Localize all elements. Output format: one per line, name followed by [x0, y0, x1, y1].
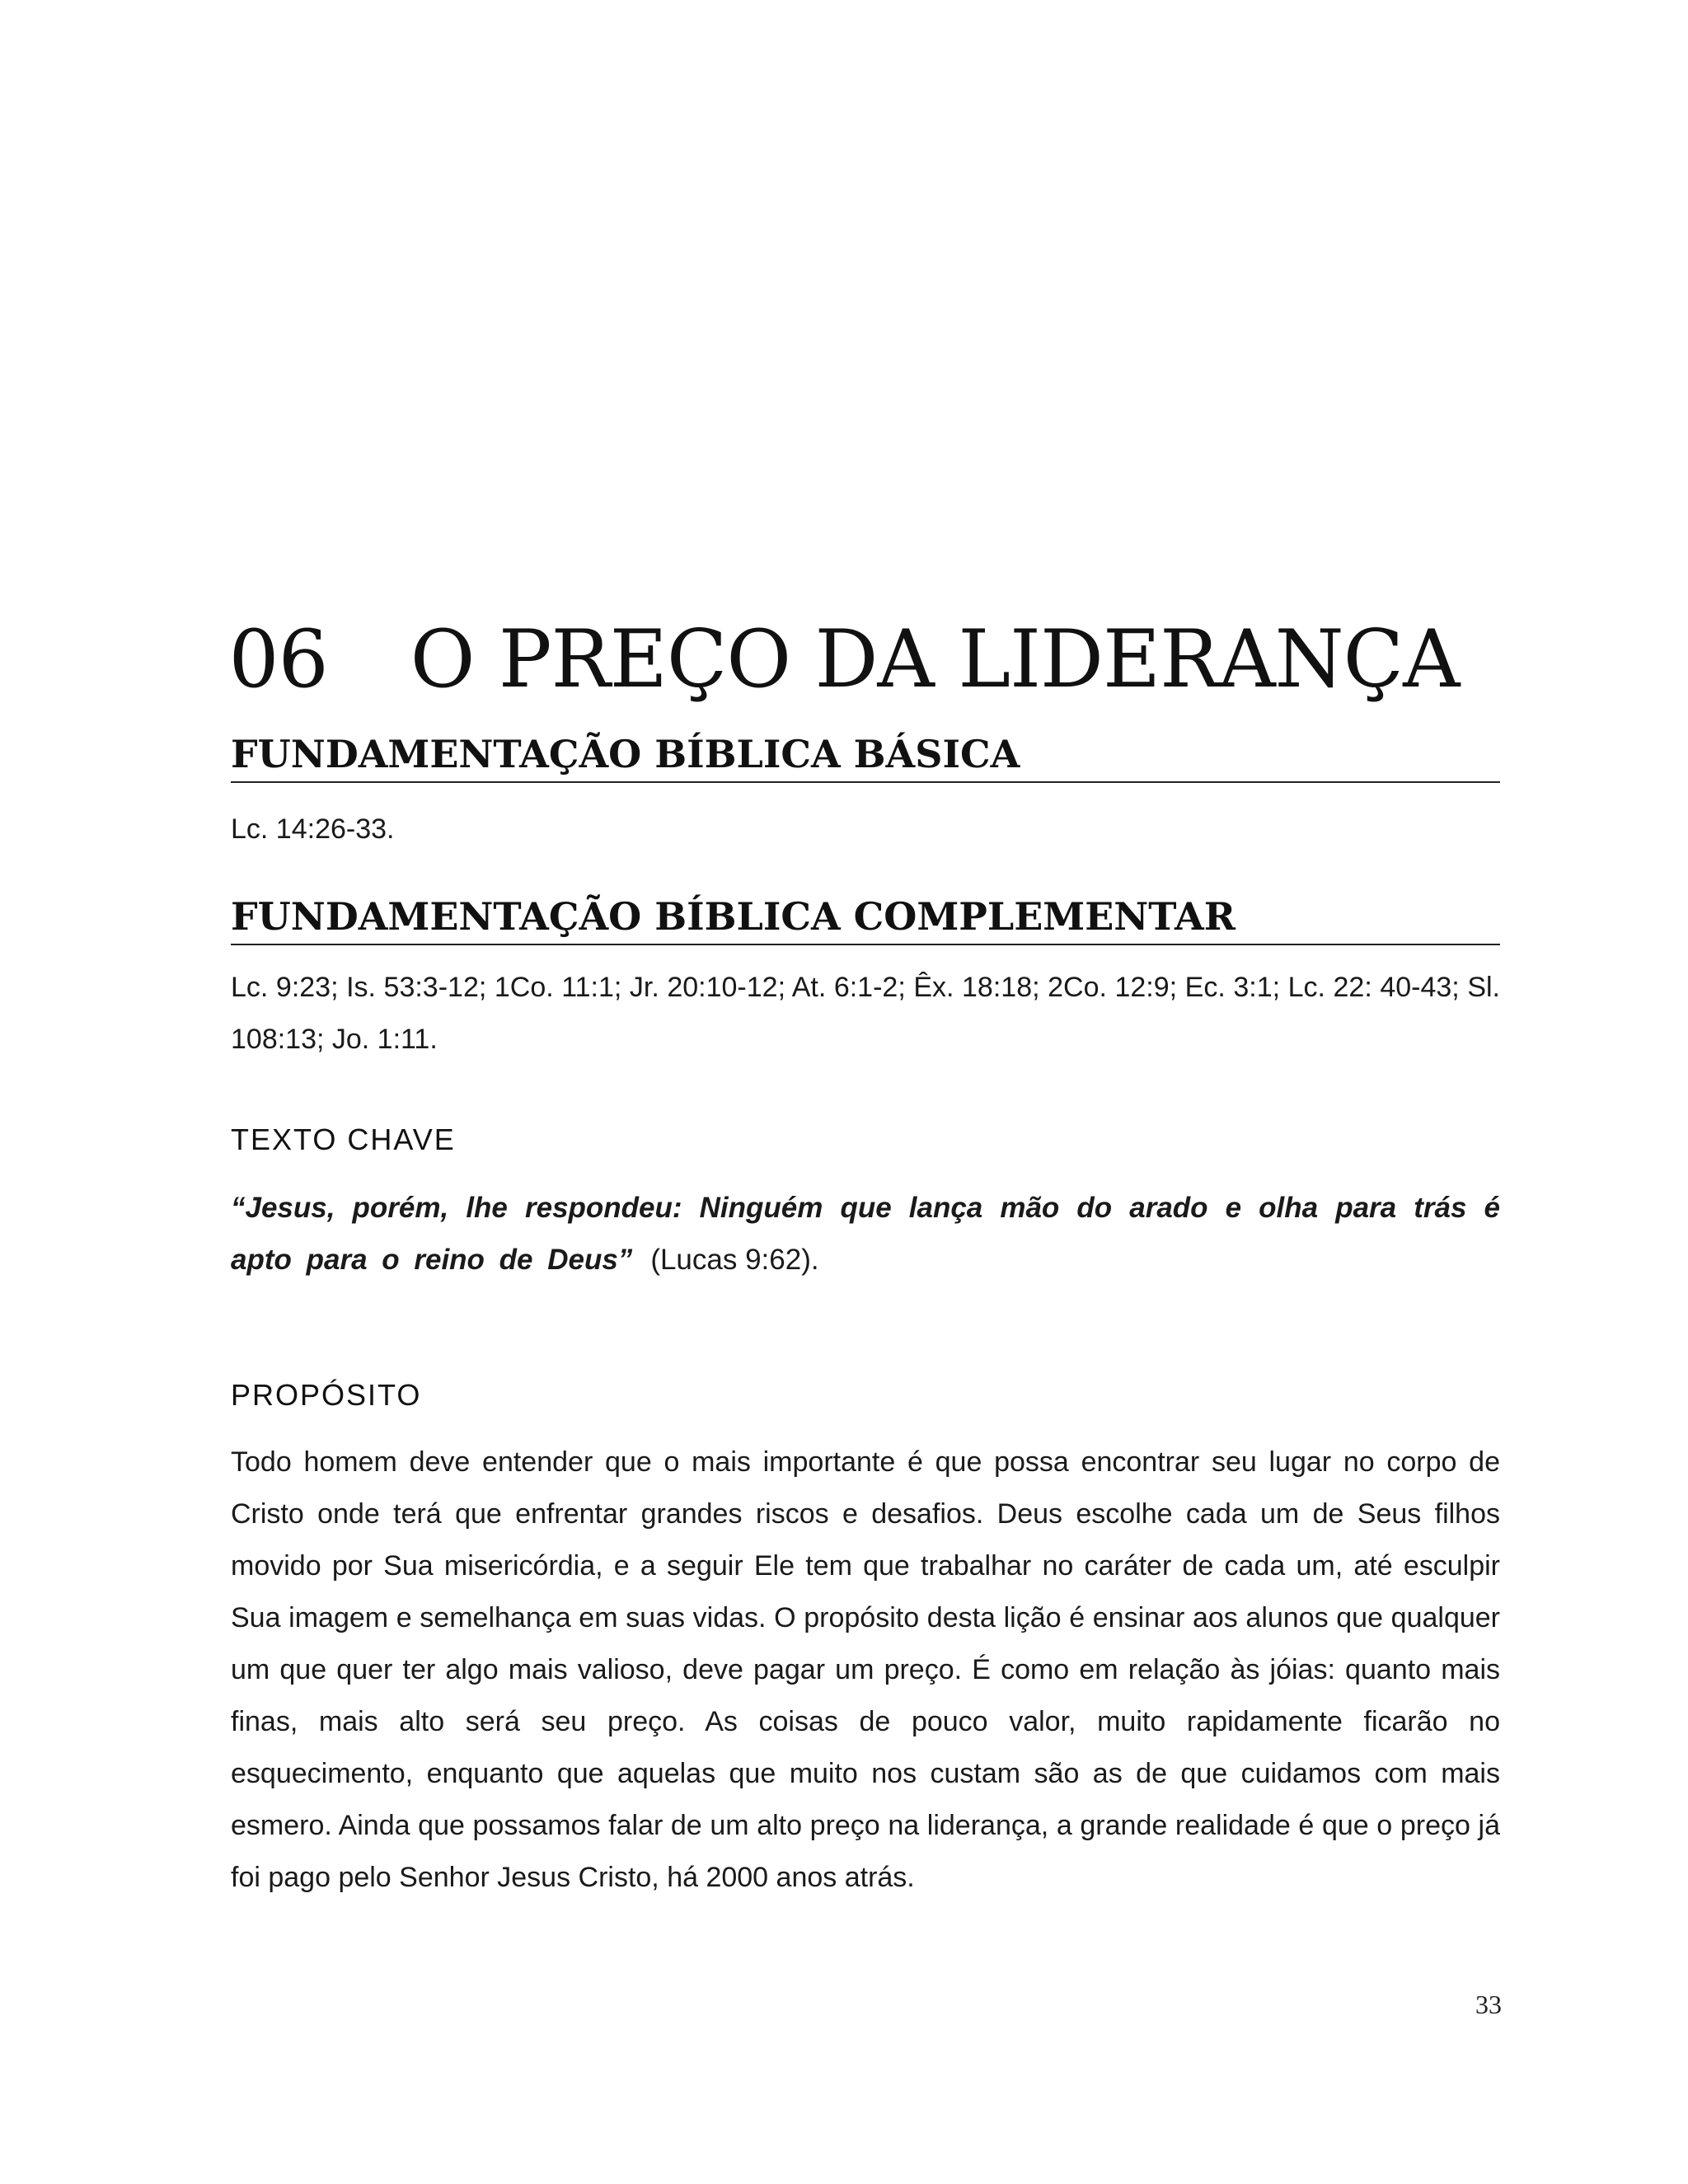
- basic-foundation-references: Lc. 14:26-33.: [231, 813, 395, 845]
- key-text-reference: (Lucas 9:62).: [650, 1244, 819, 1276]
- key-text-quote: “Jesus, porém, lhe respondeu: Ninguém que lança mão do arado e olha para trás é apto para o reino de Deus”: [231, 1192, 1500, 1276]
- complementary-foundation-references: Lc. 9:23; Is. 53:3-12; 1Co. 11:1; Jr. 20:10-12; At. 6:1-2; Êx. 18:18; 2Co. 12:9; Ec. 3:1; Lc. 22: 40-43; Sl. 108:13; Jo. 1:11.: [231, 972, 1500, 1055]
- chapter-number: 06: [228, 613, 328, 705]
- heading-complementary-foundation: FUNDAMENTAÇÃO BÍBLICA COMPLEMENTAR: [231, 893, 1500, 945]
- page-number: 33: [1475, 1990, 1502, 2019]
- heading-basic-foundation: FUNDAMENTAÇÃO BÍBLICA BÁSICA: [231, 730, 1500, 783]
- purpose-paragraph: Todo homem deve entender que o mais importante é que possa encontrar seu lugar no corpo de Cristo onde terá que enfrentar grandes riscos e desafios. Deus escolhe cada um de Seus filhos movido por Sua misericórdia, e a seguir Ele tem que trabalhar no caráter de cada um, até esculpir Sua imagem e semelhança em suas vidas. O propósito desta lição é ensinar aos alunos que qualquer um que quer ter algo mais valioso, deve pagar um preço. É como em relação às jóias: quanto mais finas, mais alto será seu preço. As coisas de pouco valor, muito rapidamente ficarão no esquecimento, enquanto que aquelas que muito nos custam são as de que cuidamos com mais esmero. Ainda que possamos falar de um alto preço na liderança, a grande realidade é que o preço já foi pago pelo Senhor Jesus Cristo, há 2000 anos atrás.: [231, 1446, 1500, 1893]
- heading-purpose: PROPÓSITO: [231, 1378, 422, 1412]
- chapter-title: [0, 610, 1688, 709]
- heading-key-text: TEXTO CHAVE: [231, 1122, 456, 1156]
- chapter-title-text: O PREÇO DA LIDERANÇA: [410, 613, 1460, 705]
- key-text-block: [231, 1182, 1500, 1286]
